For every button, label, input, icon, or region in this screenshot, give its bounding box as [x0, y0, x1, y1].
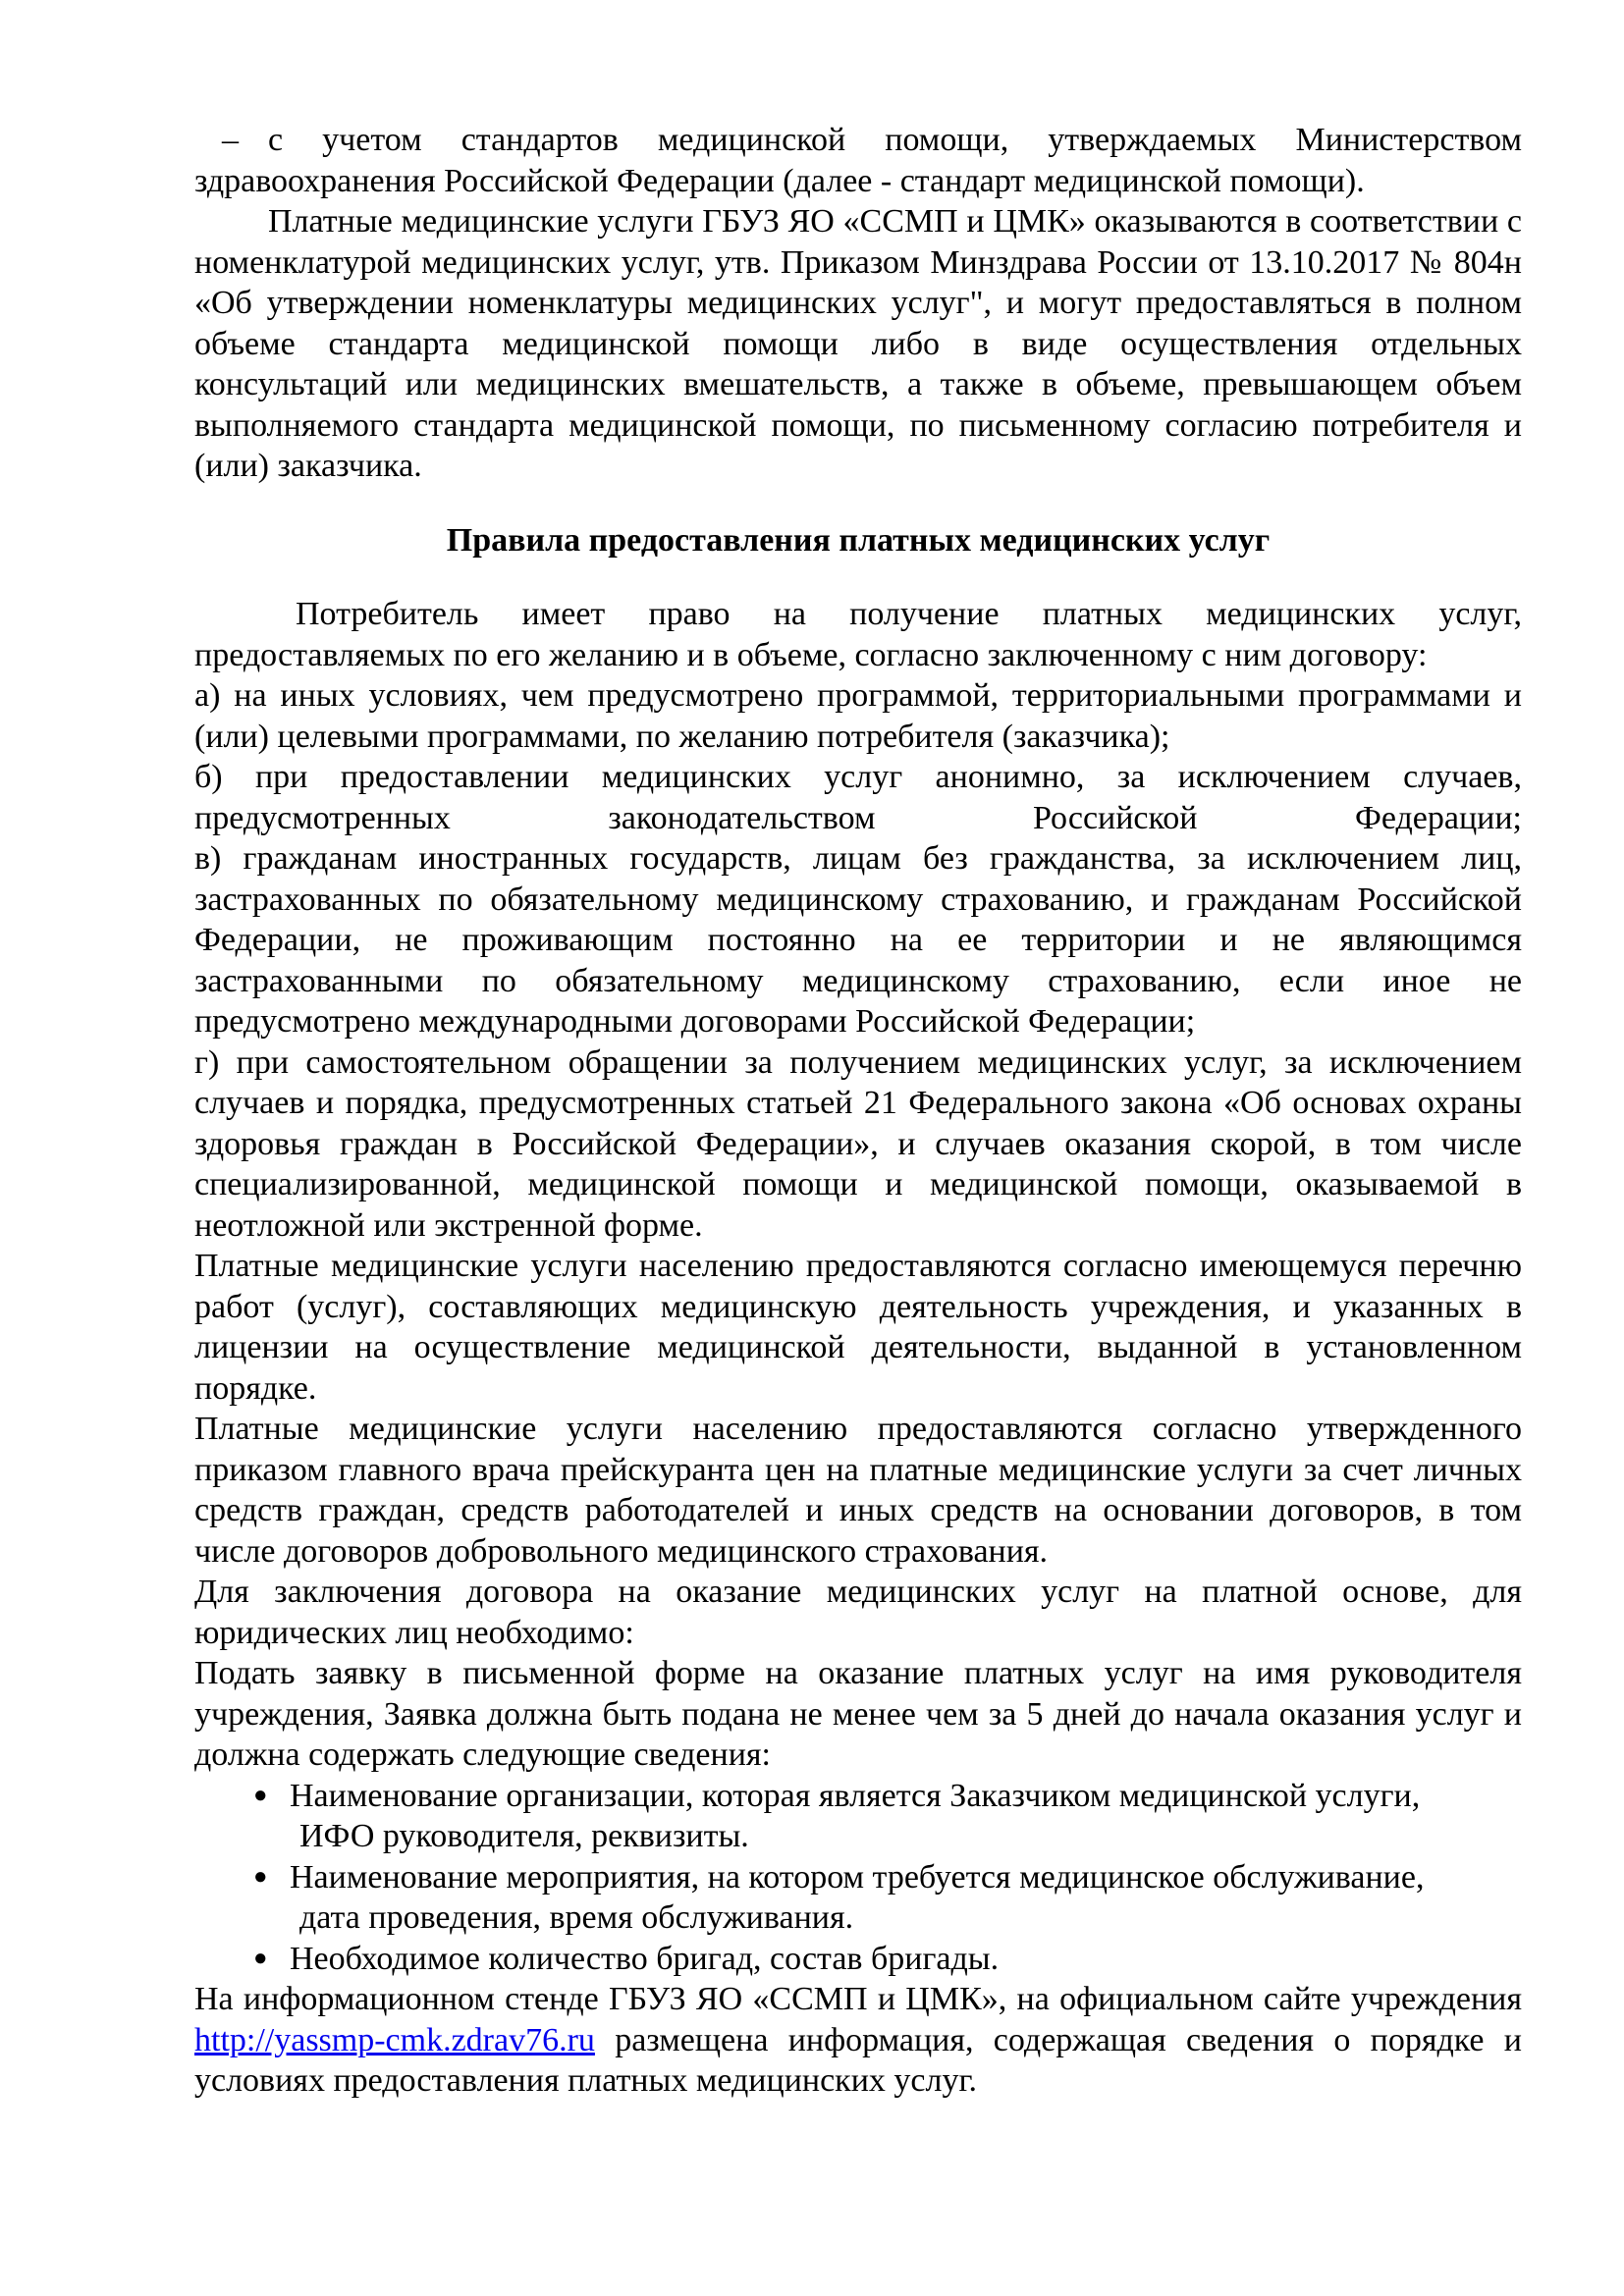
price-list-paragraph: Платные медицинские услуги населению предоставляются согласно утвержденного приказом главного врача прейскуранта цен на платные медицинские услуги за счет личных средств граждан, средств работодателей и иных средств на основании договоров, в том числе договоров добровольного медицинского страхования.: [194, 1411, 1522, 1570]
bullet-icon: ●: [253, 1782, 268, 1808]
list-item: [194, 1857, 1522, 1939]
consumer-rights-lead: Потребитель имеет право на получение платных медицинских услуг, предоставляемых по его желанию и в объеме, согласно заключенному с ним договору:: [194, 596, 1522, 673]
standards-list-item: [194, 120, 1522, 201]
list-item-continuation: ИФО руководителя, реквизиты.: [299, 1818, 749, 1854]
list-item: [194, 1776, 1522, 1857]
request-requirements-list: [194, 1776, 1522, 1980]
standards-item-text: [194, 120, 1522, 201]
closing-paragraph: [194, 1979, 1522, 2102]
official-site-link[interactable]: http://yassmp-cmk.zdrav76.ru: [194, 2021, 595, 2058]
condition-item-a: а) на иных условиях, чем предусмотрено программой, территориальными программами и (или) целевыми программами, по желанию потребителя (заказчика);: [194, 677, 1522, 755]
license-paragraph: Платные медицинские услуги населению предоставляются согласно имеющемуся перечню работ (услуг), составляющих медицинскую деятельность учреждения, и указанных в лицензии на осуществление медицинской деятельности, выданной в установленном порядке.: [194, 1248, 1522, 1407]
bullet-icon: ●: [253, 1863, 268, 1890]
legal-entities-paragraph: Для заключения договора на оказание медицинских услуг на платной основе, для юридических лиц необходимо:: [194, 1574, 1522, 1651]
list-item-line: Необходимое количество бригад, состав бригады.: [290, 1940, 1000, 1977]
condition-item-g: г) при самостоятельном обращении за получением медицинских услуг, за исключением случаев и порядка, предусмотренных статьей 21 Федерального закона «Об основах охраны здоровья граждан в Российской Федерации», и случаев оказания скорой, в том числе специализированной, медицинской помощи и медицинской помощи, оказываемой в неотложной или экстренной форме.: [194, 1043, 1522, 1244]
request-paragraph: Подать заявку в письменной форме на оказание платных услуг на имя руководителя учреждения, Заявка должна быть подана не менее чем за 5 дней до начала оказания услуг и должна содержать следующие сведения:: [194, 1655, 1522, 1773]
paid-services-paragraph: Платные медицинские услуги ГБУЗ ЯО «ССМП и ЦМК» оказываются в соответствии с номенклатурой медицинских услуг, утв. Приказом Минздрава России от 13.10.2017 № 804н «Об утверждении номенклатуры медицинских услуг", и могут предоставляться в полном объеме стандарта медицинской помощи либо в виде осуществления отдельных консультаций или медицинских вмешательств, а также в объеме, превышающем объем выполняемого стандарта медицинской помощи, по письменному согласию потребителя и (или) заказчика.: [194, 203, 1522, 484]
condition-item-b: б) при предоставлении медицинских услуг анонимно, за исключением случаев, предусмотренных законодательством Российской Федерации;: [194, 759, 1522, 836]
closing-text-before: На информационном стенде ГБУЗ ЯО «ССМП и ЦМК», на официальном сайте учреждения: [194, 1981, 1522, 2017]
bullet-icon: ●: [253, 1945, 268, 1971]
list-item-line: Наименование мероприятия, на котором требуется медицинское обслуживание,: [290, 1858, 1425, 1896]
dash-marker: –: [222, 122, 239, 158]
list-item-continuation: дата проведения, время обслуживания.: [299, 1899, 854, 1936]
closing-text-after: размещена информация, содержащая сведения о порядке и условиях предоставления платных медицинских услуг.: [194, 2021, 1522, 2099]
condition-item-v: в) гражданам иностранных государств, лицам без гражданства, за исключением лиц, застрахованных по обязательному медицинскому страхованию, и гражданам Российской Федерации, не проживающим постоянно на ее территории и не являющимся застрахованными по обязательному медицинскому страхованию, если иное не предусмотрено международными договорами Российской Федерации;: [194, 840, 1522, 1040]
list-item-line: Наименование организации, которая является Заказчиком медицинской услуги,: [290, 1777, 1421, 1814]
list-item: [194, 1939, 1522, 1980]
document-page: [194, 120, 1522, 2102]
standards-item-body: с учетом стандартов медицинской помощи, утверждаемых Министерством здравоохранения Российской Федерации (далее - стандарт медицинской помощи).: [194, 122, 1522, 199]
section-heading: Правила предоставления платных медицинских услуг: [446, 521, 1271, 559]
